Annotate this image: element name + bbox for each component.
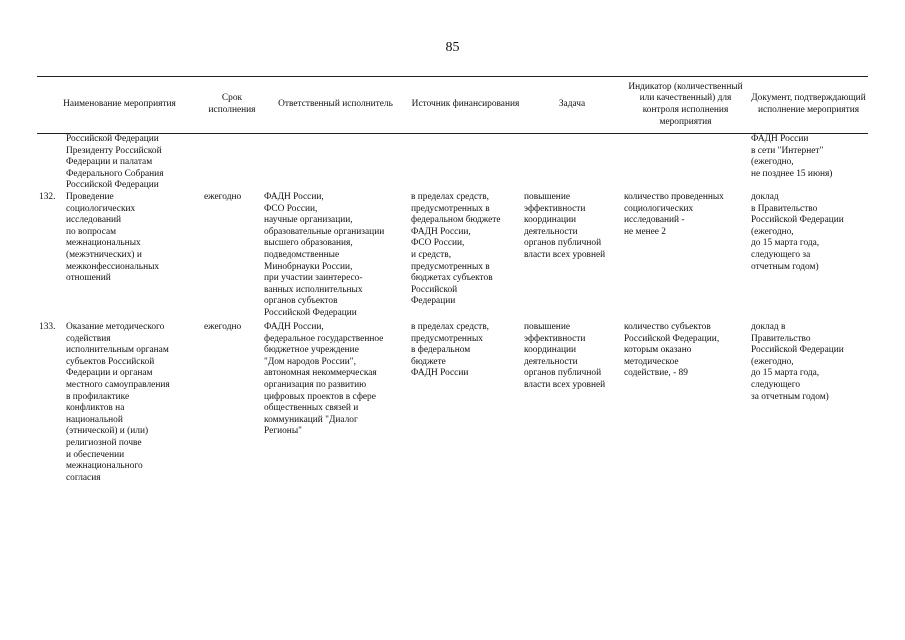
measure-name: Российской Федерации Президенту Российской Федерации и палатам Федерального Собрания Российской Федерации xyxy=(66,134,164,191)
cell-task: повышение эффективности координации деятельности органов публичной власти всех уровней xyxy=(524,192,606,260)
cell-funding: в пределах средств, предусмотренных в федеральном бюджете ФАДН России xyxy=(411,322,489,379)
header-funding: Источник финансирования xyxy=(409,77,522,134)
header-indicator: Индикатор (количественный или качественный) для контроля исполнения мероприятия xyxy=(622,77,749,134)
cell-document: доклад в Правительство Российской Федерации (ежегодно, до 15 марта года, следующего за отчетным годом) xyxy=(751,192,844,272)
measure-name: Проведение социологических исследований по вопросам межнациональных (межэтнических) и межконфессиональных отношений xyxy=(66,192,160,284)
cell-task xyxy=(522,134,622,193)
cell-executor: ФАДН России, федеральное государственное бюджетное учреждение "Дом народов России", автономная некоммерческая организация по развитию цифровых проектов в сфере общественных связей и коммуникаций "Диалог Регионы" xyxy=(264,322,384,437)
measure-name: Оказание методического содействия исполнительным органам субъектов Российской Федерации и органам местного самоуправления в профилактике конфликтов на национальной (этнической) и (или) религиозной почве и обеспечении межнационального согласия xyxy=(66,322,170,483)
cell-indicator: количество проведенных социологических исследований - не менее 2 xyxy=(624,192,724,237)
row-number: 133. xyxy=(39,322,56,332)
cell-indicator: количество субъектов Российской Федерации, которым оказано методическое содействие, - 89 xyxy=(624,322,720,379)
row-number: 132. xyxy=(39,192,56,202)
cell-funding: в пределах средств, предусмотренных в федеральном бюджете ФАДН России, ФСО России, и средств, предусмотренных в бюджетах субъектов Российской Федерации xyxy=(411,192,501,307)
header-task: Задача xyxy=(522,77,622,134)
cell-executor: ФАДН России, ФСО России, научные организации, образовательные организации высшего образования, подведомственные Минобрнауки России, при участии заинтересо- ванных исполнительных органов субъектов Российской Федерации xyxy=(264,192,385,318)
header-executor: Ответственный исполнитель xyxy=(262,77,409,134)
cell-document: доклад в Правительство Российской Федерации (ежегодно, до 15 марта года, следующего за отчетным годом) xyxy=(751,322,844,402)
header-name: Наименование мероприятия xyxy=(37,77,202,134)
table-row xyxy=(37,322,868,484)
table-row xyxy=(37,134,868,193)
cell-funding xyxy=(409,134,522,193)
header-deadline: Срок исполнения xyxy=(202,77,262,134)
cell-deadline: ежегодно xyxy=(204,322,242,332)
cell-executor xyxy=(262,134,409,193)
page-number: 85 xyxy=(445,40,460,55)
cell-name xyxy=(37,134,202,193)
cell-deadline: ежегодно xyxy=(204,192,242,202)
cell-name xyxy=(37,192,202,322)
cell-deadline xyxy=(202,134,262,193)
header-document: Документ, подтверждающий исполнение мероприятия xyxy=(749,77,868,134)
cell-name xyxy=(37,322,202,484)
table-header-row xyxy=(37,77,868,134)
measures-table xyxy=(37,76,868,484)
table-row xyxy=(37,192,868,322)
cell-task: повышение эффективности координации деятельности органов публичной власти всех уровней xyxy=(524,322,606,390)
cell-document: ФАДН России в сети "Интернет" (ежегодно, не позднее 15 июня) xyxy=(751,134,833,179)
cell-indicator xyxy=(622,134,749,193)
